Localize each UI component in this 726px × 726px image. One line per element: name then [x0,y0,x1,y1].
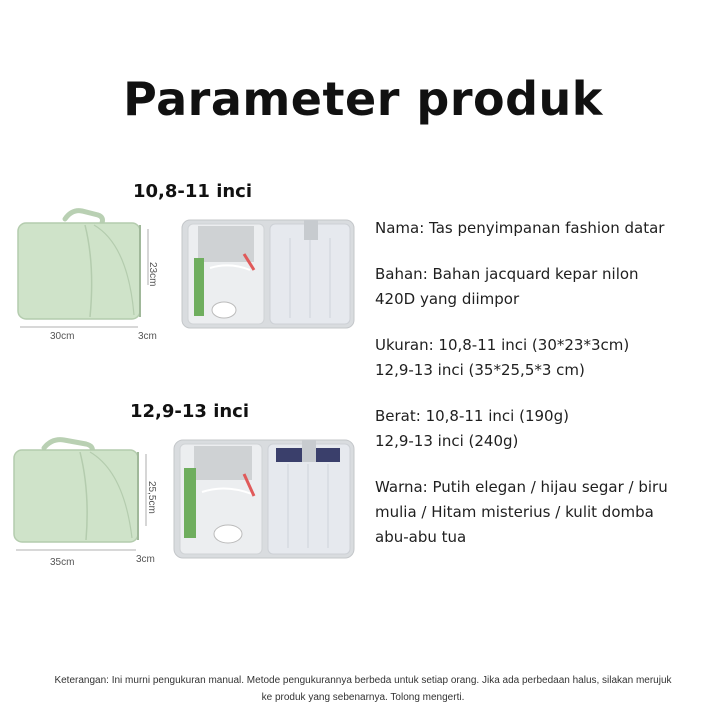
bag-open-large-image [172,438,356,560]
height-dimension-large: 25,5cm [146,481,157,514]
spec-size: Ukuran: 10,8-11 inci (30*23*3cm) 12,9-13 inci (35*25,5*3 cm) [375,336,630,379]
page-title: Parameter produk [123,72,603,126]
disclaimer-line-1: Keterangan: Ini murni pengukuran manual. Metode pengukurannya berbeda untuk setiap orang. Jika ada perbedaan halus, silakan merujuk [54,675,672,686]
disclaimer-line-2: ke produk yang sebenarnya. Tolong mengerti. [261,692,465,703]
depth-dimension-large: 3cm [136,554,155,565]
bag-closed-small-image [10,205,160,335]
height-dimension-small: 23cm [147,262,158,287]
size-label-large: 12,9-13 inci [130,401,250,422]
spec-material: Bahan: Bahan jacquard kepar nilon 420D yang diimpor [375,265,639,308]
spec-color: Warna: Putih elegan / hijau segar / biru mulia / Hitam misterius / kulit domba abu-abu tua [375,478,668,546]
spec-name: Nama: Tas penyimpanan fashion datar [375,219,665,237]
width-dimension-small: 30cm [50,331,75,342]
spec-weight: Berat: 10,8-11 inci (190g) 12,9-13 inci (240g) [375,407,569,450]
width-dimension-large: 35cm [50,557,75,568]
disclaimer-note [0,672,726,706]
size-label-small: 10,8-11 inci [133,181,253,202]
bag-closed-large-image [8,434,158,564]
bag-open-small-image [180,218,356,330]
spec-list [375,216,710,571]
depth-dimension-small: 3cm [138,331,157,342]
